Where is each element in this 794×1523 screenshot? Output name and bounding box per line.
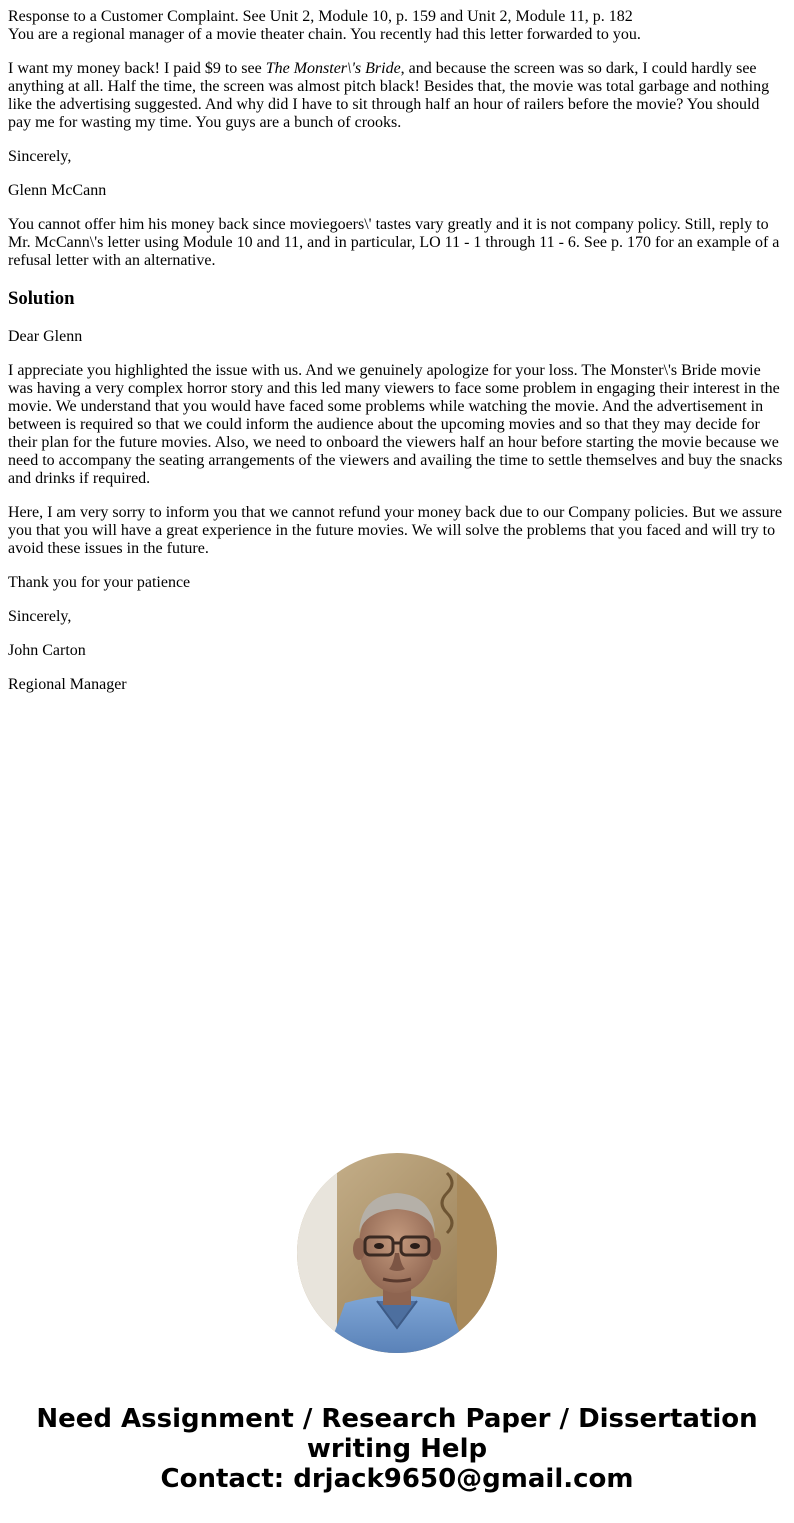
- complaint-letter: [8, 60, 786, 132]
- question-title: Response to a Customer Complaint. See Unit 2, Module 10, p. 159 and Unit 2, Module 11, p. 182: [8, 8, 633, 25]
- question-intro: [8, 8, 786, 44]
- complaint-closing: Sincerely,: [8, 148, 72, 165]
- reply-closing: Sincerely,: [8, 608, 72, 625]
- reply-paragraph-2: Here, I am very sorry to inform you that we cannot refund your money back due to our Company policies. But we assure you that you will have a great experience in the future movies. We will solve the problems that you faced and will try to avoid these issues in the future.: [8, 504, 783, 557]
- reply-signer-role: Regional Manager: [8, 676, 127, 693]
- complaint-signature: Glenn McCann: [8, 182, 107, 199]
- promo-line-1: Need Assignment / Research Paper / Dissertation: [36, 1404, 758, 1434]
- reply-thanks: Thank you for your patience: [8, 574, 191, 591]
- reply-signer-name: John Carton: [8, 642, 86, 659]
- promo-banner: [0, 1404, 794, 1494]
- author-portrait-illustration: [297, 1153, 497, 1353]
- movie-title: The Monster\'s Bride: [265, 60, 401, 77]
- assignment-instructions: You cannot offer him his money back since moviegoers\' tastes vary greatly and it is not company policy. Still, reply to Mr. McCann\'s letter using Module 10 and 11, and in particular, LO 11 - 1 through 11 - 6. See p. 170 for an example of a refusal letter with an alternative.: [8, 216, 780, 269]
- complaint-text-start: I want my money back! I paid $9 to see: [8, 60, 266, 77]
- complaint-text-end: , and because the screen was so dark, I could hardly see anything at all. Half the time, the screen was almost pitch black! Besides that, the movie was total garbage and nothing like the advertising suggested. And why did I have to sit through half an hour of railers before the movie? You should pay me for wasting my time. You guys are a bunch of crooks.: [8, 60, 770, 131]
- promo-contact[interactable]: Contact: drjack9650@gmail.com: [160, 1464, 634, 1494]
- reply-greeting: Dear Glenn: [8, 328, 83, 345]
- promo-line-2: writing Help: [306, 1434, 488, 1464]
- reply-paragraph-1: I appreciate you highlighted the issue with us. And we genuinely apologize for your loss. The Monster\'s Bride movie was having a very complex horror story and this led many viewers to face some problem in engaging their interest in the movie. We understand that you would have faced some problems while watching the movie. And the advertisement in between is required so that we could inform the audience about the upcoming movies and so that they may decide for their plan for the future movies. Also, we need to onboard the viewers half an hour before starting the movie because we need to accompany the seating arrangements of the viewers and availing the time to settle themselves and buy the snacks and drinks if required.: [8, 362, 783, 487]
- solution-heading: Solution: [8, 288, 75, 309]
- document-body: [0, 0, 794, 694]
- question-scenario: You are a regional manager of a movie theater chain. You recently had this letter forwarded to you.: [8, 26, 641, 43]
- author-photo: [297, 1153, 497, 1353]
